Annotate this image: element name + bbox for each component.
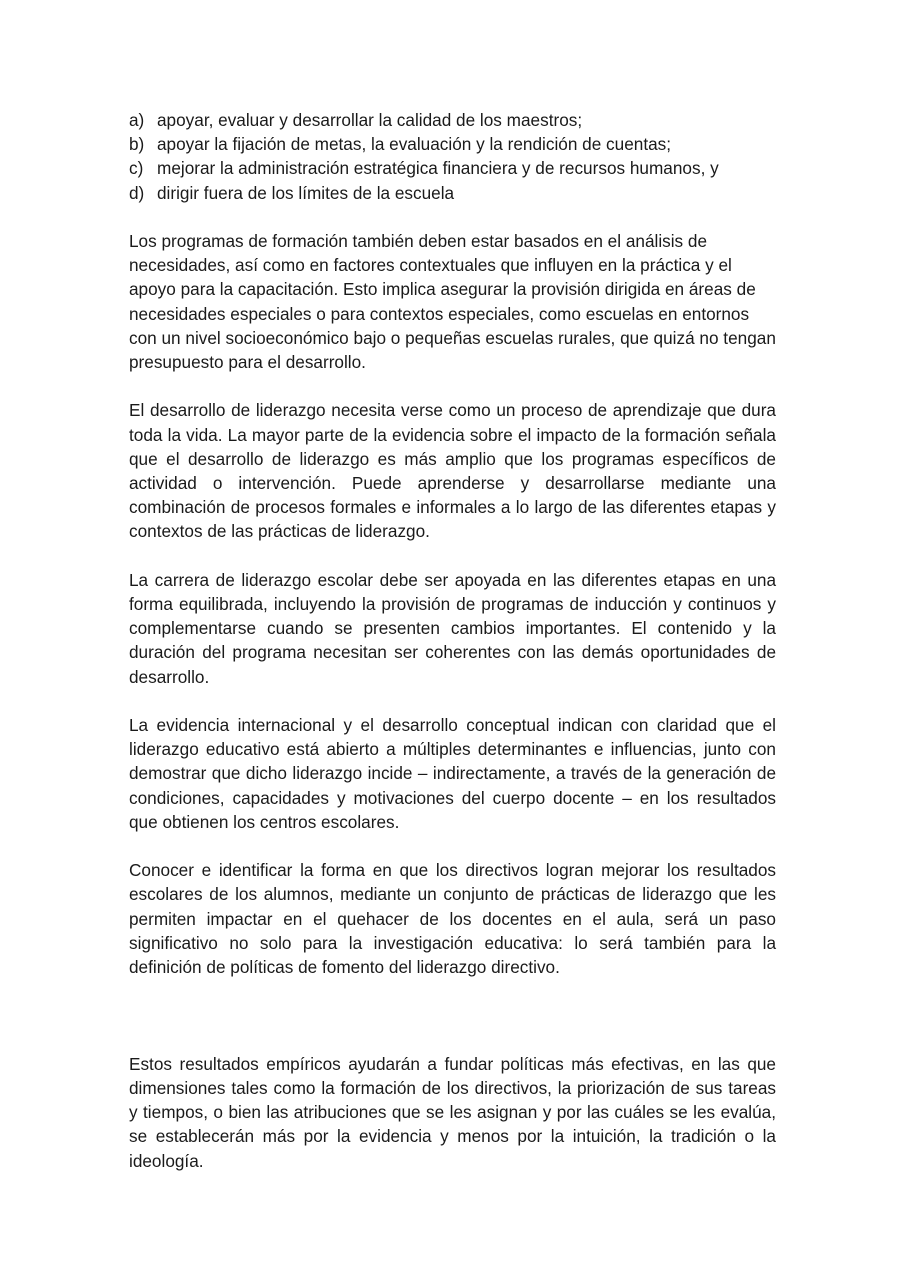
- list-item: [129, 108, 776, 132]
- list-marker: d): [129, 182, 145, 203]
- paragraph-international-evidence: La evidencia internacional y el desarrollo conceptual indican con claridad que el liderazgo educativo está abierto a múltiples determinantes e influencias, junto con demostrar que dicho liderazgo incide – indirectamente, a través de la generación de condiciones, capacidades y motivaciones del cuerpo docente – en los resultados que obtienen los centros escolares.: [129, 715, 776, 832]
- document-page: [129, 108, 776, 1173]
- paragraph-identify-practices: Conocer e identificar la forma en que los directivos logran mejorar los resultados escolares de los alumnos, mediante un conjunto de prácticas de liderazgo que les permiten impactar en el quehacer de los docentes en el aula, será un paso significativo no solo para la investigación educativa: lo será también para la definición de políticas de fomento del liderazgo directivo.: [129, 860, 776, 978]
- list-item-text: mejorar la administración estratégica financiera y de recursos humanos, y: [157, 158, 719, 179]
- list-item: [129, 181, 776, 205]
- list-item-text: apoyar, evaluar y desarrollar la calidad de los maestros;: [157, 110, 583, 130]
- list-item: [129, 132, 776, 156]
- list-marker: a): [129, 110, 145, 130]
- list-item-text: dirigir fuera de los límites de la escuela: [157, 182, 455, 203]
- paragraph-training-programs: Los programas de formación también deben estar basados en el análisis de necesidades, así como en factores contextuales que influyen en la práctica y el apoyo para la capacitación. Esto implica asegurar la provisión dirigida en áreas de necesidades especiales o para contextos especiales, como escuelas en entornos con un nivel socioeconómico bajo o pequeñas escuelas rurales, que quizá no tengan presupuesto para el desarrollo.: [129, 231, 776, 373]
- list-item: [129, 156, 776, 180]
- list-marker: c): [129, 158, 144, 179]
- paragraph-leadership-career: La carrera de liderazgo escolar debe ser apoyada en las diferentes etapas en una forma equilibrada, incluyendo la provisión de programas de inducción y continuos y complementarse cuando se presenten cambios importantes. El contenido y la duración del programa necesitan ser coherentes con las demás oportunidades de desarrollo.: [129, 569, 776, 687]
- paragraph-empirical-results: Estos resultados empíricos ayudarán a fundar políticas más efectivas, en las que dimensiones tales como la formación de los directivos, la priorización de sus tareas y tiempos, o bien las atribuciones que se les asignan y por las cuáles se les evalúa, se establecerán más por la evidencia y menos por la intuición, la tradición o la ideología.: [129, 1053, 776, 1171]
- objectives-list: [129, 108, 776, 205]
- list-marker: b): [129, 134, 145, 155]
- paragraph-lifelong-learning: El desarrollo de liderazgo necesita verse como un proceso de aprendizaje que dura toda la vida. La mayor parte de la evidencia sobre el impacto de la formación señala que el desarrollo de liderazgo es más amplio que los programas específicos de actividad o intervención. Puede aprenderse y desarrollarse mediante una combinación de procesos formales e informales a lo largo de las diferentes etapas y contextos de las prácticas de liderazgo.: [129, 400, 776, 542]
- list-item-text: apoyar la fijación de metas, la evaluación y la rendición de cuentas;: [157, 134, 672, 155]
